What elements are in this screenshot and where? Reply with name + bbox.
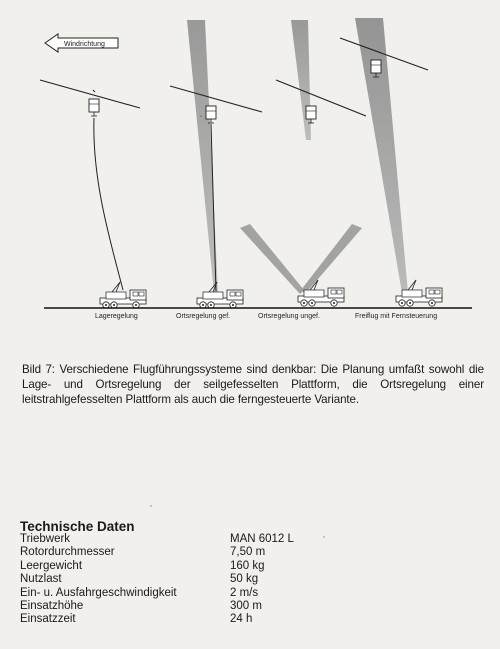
wind-direction-label: Windrichtung [64,41,105,48]
specs-title: Technische Daten [20,519,135,534]
spec-label: Einsatzzeit [20,613,76,626]
spec-label: Ein- u. Ausfahrgeschwindigkeit [20,586,177,599]
guide-beam-4 [355,18,408,293]
wind-direction-arrow [45,34,118,52]
spec-value: 2 m/s [230,586,259,599]
spec-label: Triebwerk [20,533,71,545]
spec-label: Rotordurchmesser [20,546,115,559]
guide-beam-3-right [301,224,362,294]
specs-table [20,533,294,627]
panel-lageregelung [40,80,146,308]
guide-beam-3-left [240,224,304,294]
spec-value: 160 kg [230,559,265,572]
specs-row [20,587,294,600]
paper-speck [323,536,325,538]
specs-row [20,573,294,586]
spec-value: 7,50 m [230,546,266,559]
figure-caption: Bild 7: Verschiedene Flugführungssysteme sind denkbar: Die Planung umfaßt sowohl die Lage- und Ortsregelung der seilgefesselten Plattform, die Ortsregelung einer leitstrahlgefesselten Plattform als auch die ferngesteuerte Variante. [22,362,484,406]
spec-value: 50 kg [230,573,259,586]
platform-icon [89,99,99,116]
spec-label: Einsatzhöhe [20,600,84,613]
specs-row [20,533,294,546]
paper-speck [150,505,152,507]
specs-row [20,600,294,613]
spec-value: 300 m [230,600,262,613]
panel-label-3: Ortsregelung ungef. [258,313,320,320]
panel-ortsregelung-gef [170,86,262,308]
specs-row [20,560,294,573]
svg-text:◦: ◦ [200,114,203,120]
spec-value: 24 h [230,613,253,626]
spec-value: MAN 6012 L [230,533,294,545]
guide-beam-3 [291,20,311,140]
guide-beam-2 [187,20,218,293]
specs-row [20,613,294,626]
spec-label: Nutzlast [20,573,62,586]
specs-row [20,546,294,559]
spec-label: Leergewicht [20,559,83,572]
panel-label-1: Lageregelung [95,313,138,320]
panel-label-2: Ortsregelung gef. [176,313,231,320]
panel-label-4: Freiflug mit Fernsteuerung [355,313,438,320]
